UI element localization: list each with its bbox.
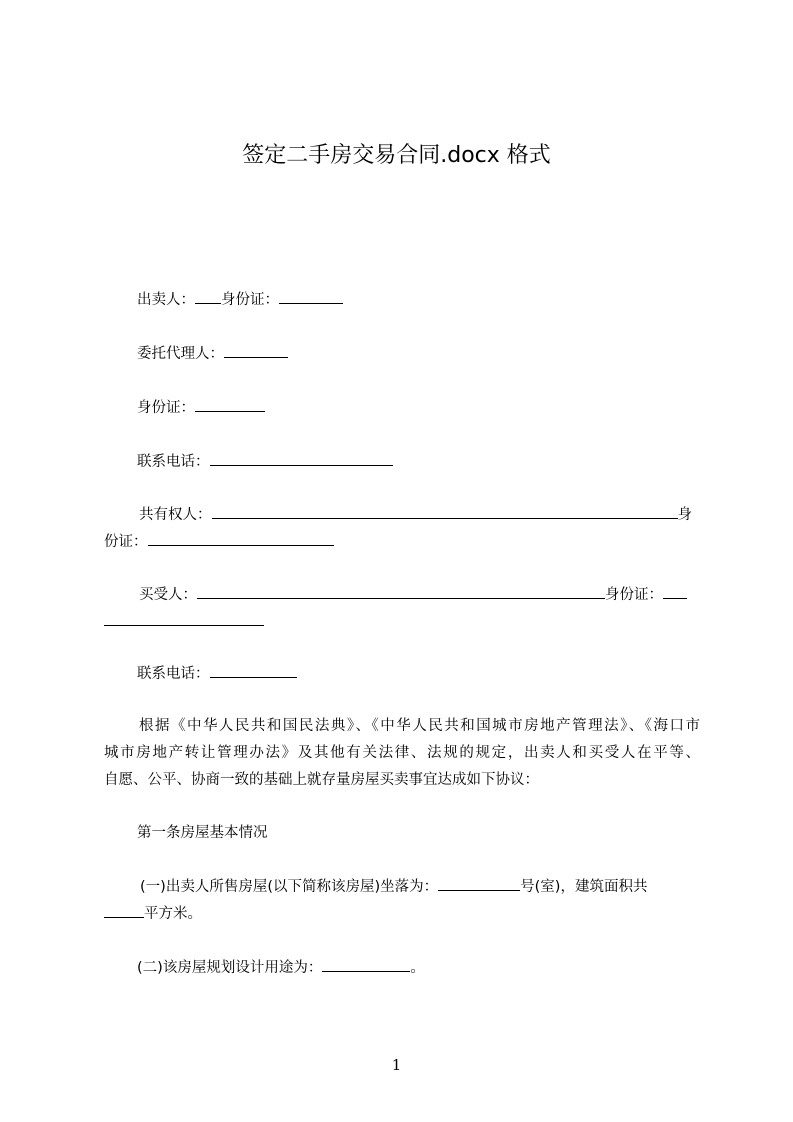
page-number: 1 (391, 1056, 402, 1074)
agent-id-blank (195, 396, 265, 412)
seller-phone-blank (210, 450, 393, 466)
item-1-location-label: (一)出卖人所售房屋(以下简称该房屋)坐落为： (140, 879, 439, 895)
agent-id-label: 身份证： (137, 400, 195, 416)
buyer-phone-line (104, 661, 733, 688)
preamble-line-2: 城市房地产转让管理办法》及其他有关法律、法规的规定，出卖人和买受人在平等、 (104, 745, 700, 761)
item-1-area-label: 号(室)，建筑面积共 (520, 879, 648, 895)
seller-id-blank (279, 288, 343, 304)
buyer-id-blank-end (104, 610, 264, 626)
buyer-id-label: 身份证： (605, 587, 663, 603)
agent-name-blank (224, 342, 288, 358)
article-1-item-2 (104, 955, 733, 982)
co-owner-label: 共有权人： (139, 507, 212, 523)
seller-id-label: 身份证： (221, 292, 279, 308)
buyer-paragraph (104, 582, 735, 636)
seller-label: 出卖人： (137, 292, 195, 308)
article-1-item-1 (104, 874, 700, 928)
document-title: 签定二手房交易合同.docx 格式 (242, 143, 551, 168)
item-2-usage-blank (322, 956, 410, 972)
buyer-phone-blank (210, 662, 297, 678)
co-owner-id-label-tail: 身 (677, 507, 692, 523)
co-owner-paragraph (104, 502, 735, 556)
buyer-name-blank (197, 583, 605, 599)
agent-line (104, 341, 733, 368)
preamble-paragraph (104, 713, 700, 794)
item-2-usage-label: (二)该房屋规划设计用途为： (137, 960, 323, 976)
co-owner-id-blank (148, 530, 334, 546)
buyer-id-blank-start (663, 583, 687, 599)
item-2-end: 。 (410, 960, 425, 976)
item-1-area-blank (104, 902, 144, 918)
buyer-phone-label: 联系电话： (137, 666, 210, 682)
article-1-heading: 第一条房屋基本情况 (137, 825, 268, 841)
agent-label: 委托代理人： (137, 346, 224, 362)
item-1-location-blank (438, 875, 520, 891)
item-1-area-unit: 平方米。 (144, 906, 202, 922)
co-owner-id-label-head: 份证： (104, 534, 148, 550)
agent-id-line (104, 395, 733, 422)
preamble-line-1: 根据《中华人民共和国民法典》、《中华人民共和国城市房地产管理法》、《海口市 (139, 718, 700, 734)
co-owner-name-blank (212, 503, 678, 519)
seller-phone-label: 联系电话： (137, 454, 210, 470)
seller-name-blank (195, 288, 221, 304)
seller-phone-line (104, 449, 733, 476)
buyer-label: 买受人： (139, 587, 197, 603)
preamble-line-3: 自愿、公平、协商一致的基础上就存量房屋买卖事宜达成如下协议： (104, 772, 539, 788)
seller-line (104, 287, 733, 314)
